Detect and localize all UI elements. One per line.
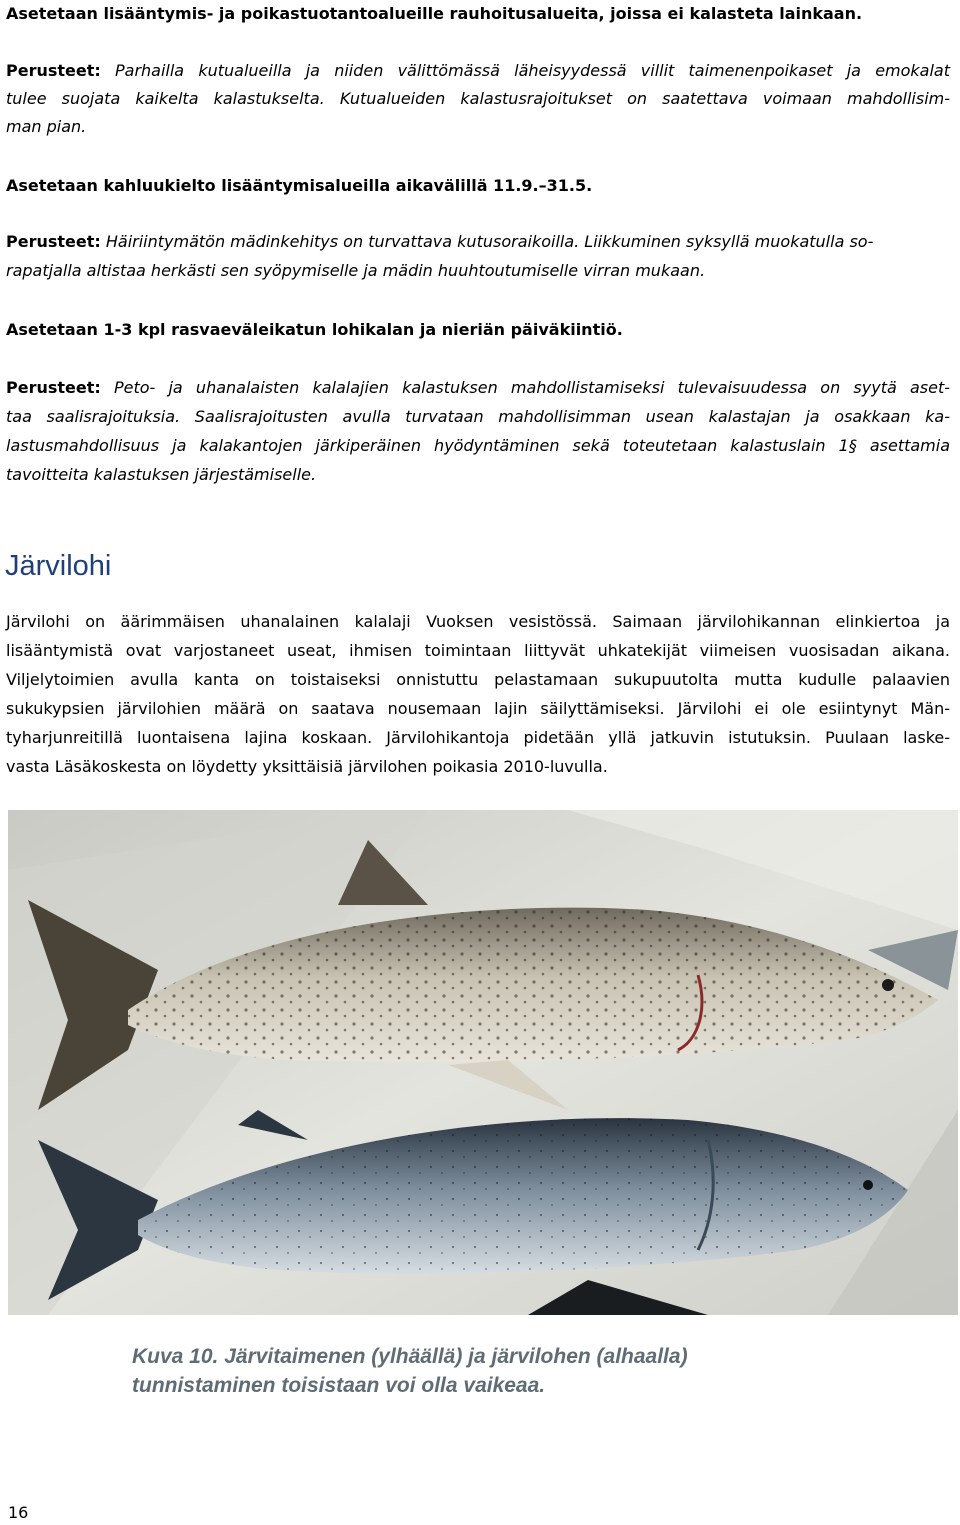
- para1-title: Asetetaan lisääntymis- ja poikastuotantoalueille rauhoitusalueita, joissa ei kalasteta lainkaan.: [6, 4, 863, 23]
- body-line-6: vasta Läsäkoskesta on löydetty yksittäisiä järvilohen poikasia 2010-luvulla.: [6, 757, 608, 776]
- para2-label: Perusteet:: [6, 232, 101, 251]
- para1-label: Perusteet:: [6, 61, 101, 80]
- para3-line4: tavoitteita kalastuksen järjestämiselle.: [6, 465, 317, 484]
- para3-text2a: taa saalisrajoituksia.: [6, 407, 181, 426]
- para3-text1: Peto- ja uhanalaisten kalalajien kalastuksen mahdollistamiseksi tulevaisuudessa on syytä aset-: [100, 378, 950, 397]
- body-line-2: lisääntymistä ovat varjostaneet useat, ihmisen toimintaan liittyvät uhkatekijät viimeisen vuosisadan aikana.: [6, 641, 950, 660]
- para1-line3: man pian.: [6, 117, 87, 136]
- para2-line1: [6, 232, 950, 252]
- body-line-1: Järvilohi on äärimmäisen uhanalainen kalalaji Vuoksen vesistössä. Saimaan järvilohikannan elinkiertoa ja: [6, 612, 950, 631]
- para3-title: Asetetaan 1-3 kpl rasvaeväleikatun lohikalan ja nieriän päiväkiintiö.: [6, 320, 623, 339]
- fish-photo: [8, 810, 958, 1315]
- section-heading: Järvilohi: [5, 550, 112, 582]
- page-number: 16: [8, 1503, 29, 1522]
- body-line-3: Viljelytoimien avulla kanta on toistaiseksi onnistuttu pelastamaan sukupuutolta mutta kudulle palaavien: [6, 670, 950, 689]
- para3-line1: [6, 378, 950, 398]
- figure-caption-line2: tunnistaminen toisistaan voi olla vaikeaa.: [132, 1374, 546, 1397]
- fish-illustration: [8, 810, 958, 1315]
- body-line-5: tyharjunreitillä luontaisena lajina koskaan. Järvilohikantoja pidetään yllä jatkuvin istutuksin. Puulaan laske-: [6, 728, 950, 747]
- figure-caption-line1: Kuva 10. Järvitaimenen (ylhäällä) ja järvilohen (alhaalla): [132, 1345, 688, 1368]
- para3-label: Perusteet:: [6, 378, 101, 397]
- para3-line3: lastusmahdollisuus ja kalakantojen järkiperäinen hyödyntäminen sekä toteutetaan kalastuslain 1§ asettamia: [6, 436, 950, 455]
- para3-line2: [6, 407, 950, 427]
- para3-text2b: Saalisrajoitusten avulla turvataan mahdollisimman usean kalastajan ja osakkaan ka-: [180, 407, 950, 426]
- para1-text1: Parhailla kutualueilla ja niiden välittömässä läheisyydessä villit taimenenpoikaset ja emokalat: [100, 61, 950, 80]
- para2-text1: Häiriintymätön mädinkehitys on turvattava kutusoraikoilla. Liikkuminen syksyllä muokatulla so-: [100, 232, 874, 251]
- para2-title: Asetetaan kahluukielto lisääntymisalueilla aikavälillä 11.9.–31.5.: [6, 176, 593, 195]
- body-line-4: sukukypsien järvilohien määrä on saatava nousemaan lajin säilyttämiseksi. Järvilohi ei ole esiintynyt Män-: [6, 699, 950, 718]
- para1-line1: [6, 61, 950, 81]
- para1-line2: tulee suojata kaikelta kalastukselta. Kutualueiden kalastusrajoitukset on saatettava voimaan mahdollisim-: [6, 89, 950, 108]
- para2-line2: rapatjalla altistaa herkästi sen syöpymiselle ja mädin huuhtoutumiselle virran mukaan.: [6, 261, 706, 280]
